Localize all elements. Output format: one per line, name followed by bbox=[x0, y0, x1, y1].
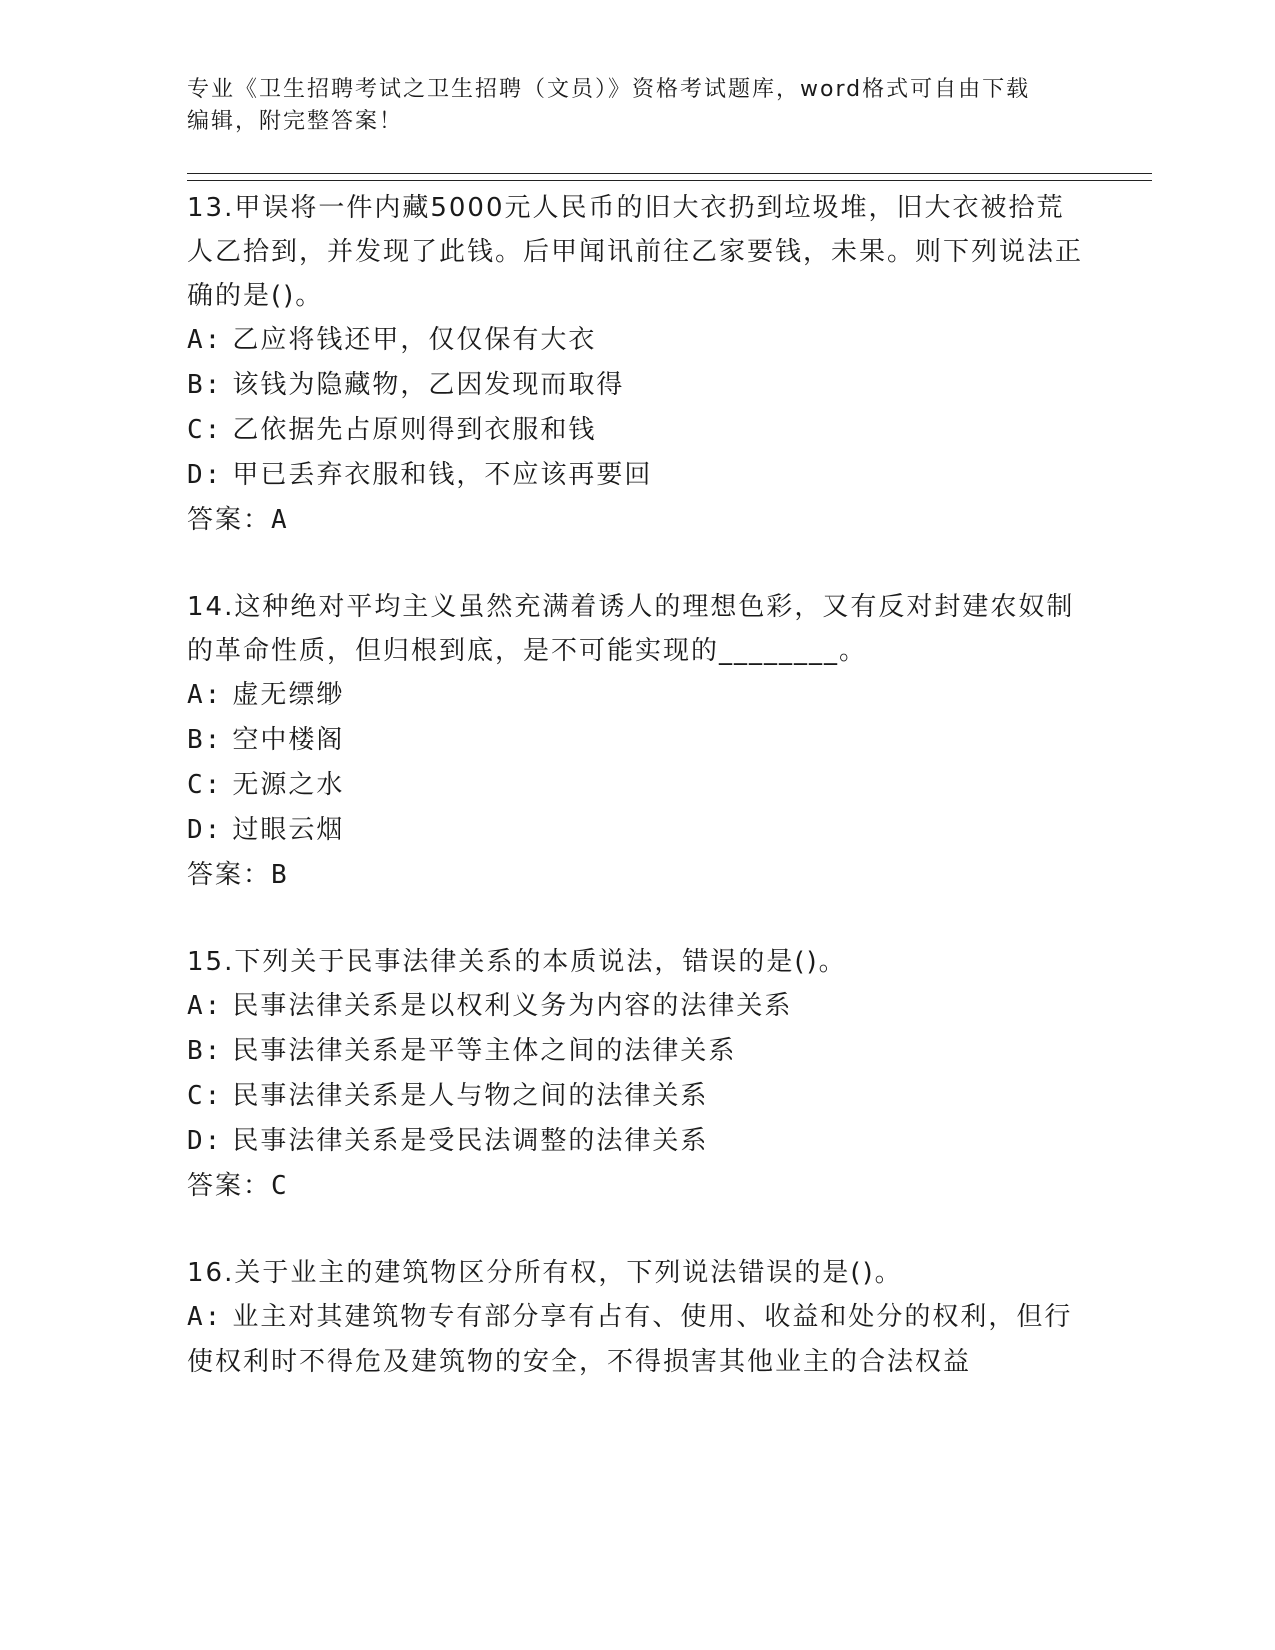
option-key: C: bbox=[187, 415, 223, 445]
option-text: 民事法律关系是以权利义务为内容的法律关系 bbox=[232, 991, 793, 1021]
option-b bbox=[187, 1029, 1087, 1074]
question-text: 14.这种绝对平均主义虽然充满着诱人的理想色彩，又有反对封建农奴制的革命性质，但归根到底，是不可能实现的________。 bbox=[187, 592, 1075, 666]
option-text: 该钱为隐藏物，乙因发现而取得 bbox=[232, 370, 625, 400]
answer bbox=[187, 853, 1087, 898]
option-text: 无源之水 bbox=[232, 770, 345, 800]
question-16 bbox=[187, 1251, 1087, 1385]
option-text: 乙应将钱还甲，仅仅保有大衣 bbox=[232, 325, 597, 355]
option-a bbox=[187, 318, 1087, 363]
question-14 bbox=[187, 585, 1087, 898]
answer bbox=[187, 1164, 1087, 1209]
option-b bbox=[187, 718, 1087, 763]
header-divider-bottom bbox=[187, 180, 1152, 181]
option-a bbox=[187, 673, 1087, 718]
option-a bbox=[187, 984, 1087, 1029]
option-text: 民事法律关系是平等主体之间的法律关系 bbox=[232, 1036, 737, 1066]
spacer bbox=[187, 1209, 1087, 1251]
option-key: D: bbox=[187, 815, 223, 845]
option-d bbox=[187, 1119, 1087, 1164]
header-divider-top bbox=[187, 173, 1152, 174]
answer-label: 答案： bbox=[187, 860, 272, 890]
option-key: B: bbox=[187, 725, 223, 755]
option-d bbox=[187, 808, 1087, 853]
option-key: B: bbox=[187, 1036, 223, 1066]
option-key: A: bbox=[187, 325, 223, 355]
header-line-1: 专业《卫生招聘考试之卫生招聘（文员）》资格考试题库，word格式可自由下载 bbox=[187, 77, 1031, 102]
option-text: 空中楼阁 bbox=[232, 725, 345, 755]
option-text: 民事法律关系是受民法调整的法律关系 bbox=[232, 1126, 709, 1156]
answer bbox=[187, 498, 1087, 543]
option-text: 虚无缥缈 bbox=[232, 680, 345, 710]
question-list bbox=[187, 186, 1087, 1385]
spacer bbox=[187, 543, 1087, 585]
option-text: 甲已丢弃衣服和钱，不应该再要回 bbox=[232, 460, 653, 490]
question-text: 13.甲误将一件内藏5000元人民币的旧大衣扔到垃圾堆，旧大衣被拾荒人乙拾到，并发现了此钱。后甲闻讯前往乙家要钱，未果。则下列说法正确的是()。 bbox=[187, 193, 1084, 311]
option-d bbox=[187, 453, 1087, 498]
answer-value: B bbox=[271, 860, 289, 890]
option-c bbox=[187, 1074, 1087, 1119]
option-text: 民事法律关系是人与物之间的法律关系 bbox=[232, 1081, 709, 1111]
option-key: C: bbox=[187, 1081, 223, 1111]
answer-label: 答案： bbox=[187, 505, 272, 535]
option-key: B: bbox=[187, 370, 223, 400]
option-key: A: bbox=[187, 1302, 223, 1332]
option-c bbox=[187, 763, 1087, 808]
option-text: 业主对其建筑物专有部分享有占有、使用、收益和处分的权利，但行使权利时不得危及建筑物的安全，不得损害其他业主的合法权益 bbox=[187, 1302, 1073, 1377]
option-c bbox=[187, 408, 1087, 453]
question-text: 15.下列关于民事法律关系的本质说法，错误的是()。 bbox=[187, 947, 847, 977]
option-key: D: bbox=[187, 1126, 223, 1156]
option-key: D: bbox=[187, 460, 223, 490]
spacer bbox=[187, 898, 1087, 940]
option-text: 过眼云烟 bbox=[232, 815, 345, 845]
header-line-2: 编辑，附完整答案！ bbox=[187, 109, 404, 134]
answer-value: A bbox=[271, 505, 289, 535]
question-text: 16.关于业主的建筑物区分所有权，下列说法错误的是()。 bbox=[187, 1258, 903, 1288]
option-key: A: bbox=[187, 991, 223, 1021]
answer-label: 答案： bbox=[187, 1171, 272, 1201]
option-text: 乙依据先占原则得到衣服和钱 bbox=[232, 415, 597, 445]
option-b bbox=[187, 363, 1087, 408]
option-a bbox=[187, 1295, 1087, 1385]
question-13 bbox=[187, 186, 1087, 543]
option-key: A: bbox=[187, 680, 223, 710]
option-key: C: bbox=[187, 770, 223, 800]
question-15 bbox=[187, 940, 1087, 1209]
answer-value: C bbox=[271, 1171, 289, 1201]
document-header bbox=[187, 74, 1087, 138]
